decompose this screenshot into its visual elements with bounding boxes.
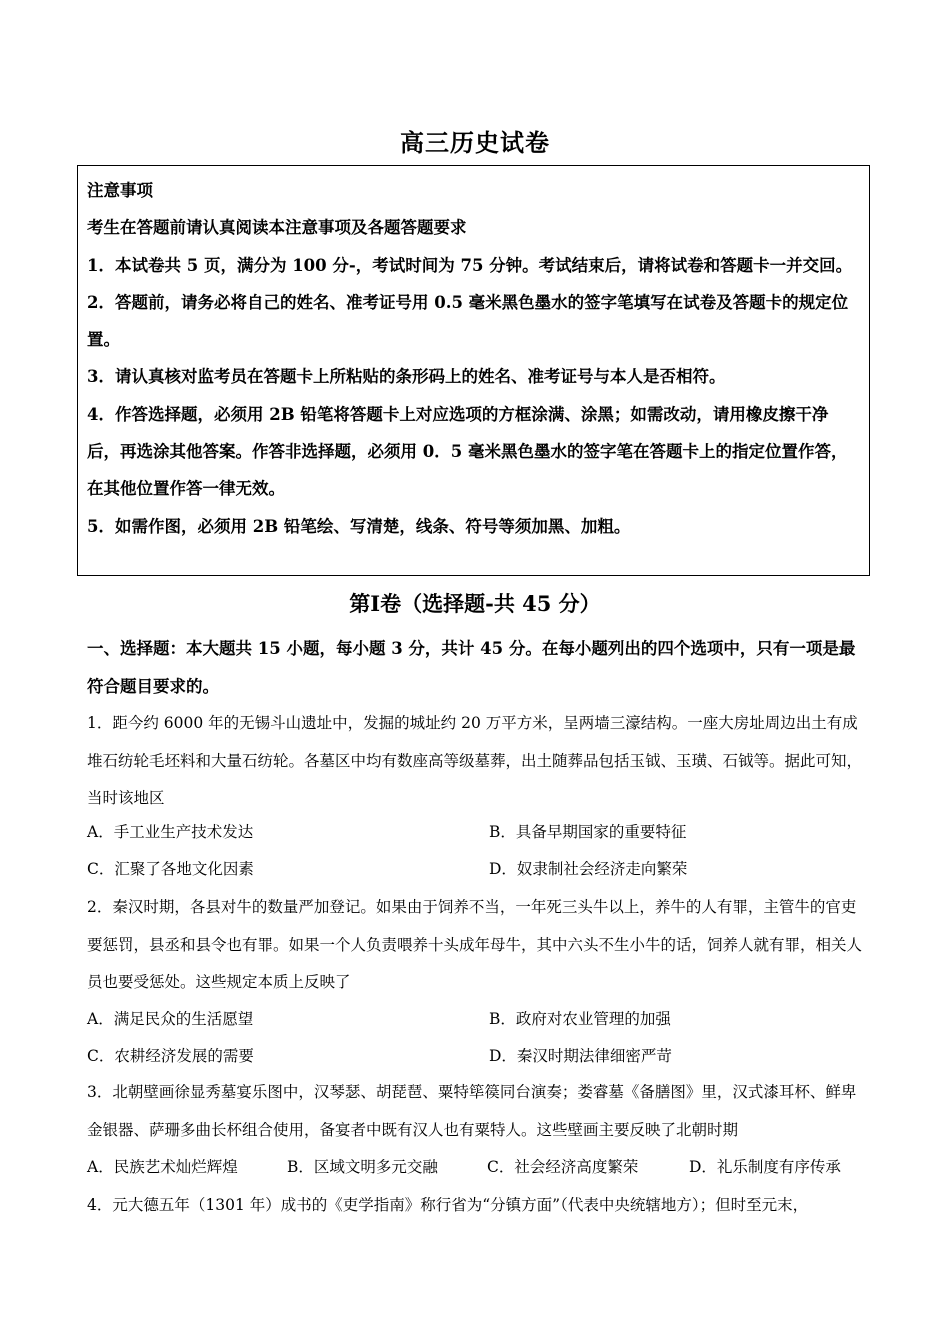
option: C．汇聚了各地文化因素 (87, 860, 254, 878)
option: A．满足民众的生活愿望 (87, 1010, 254, 1028)
option-row (87, 1038, 867, 1076)
option: D．奴隶制社会经济走向繁荣 (489, 860, 688, 878)
option: D．秦汉时期法律细密严苛 (489, 1047, 672, 1065)
option: A．民族艺术灿烂辉煌 (87, 1158, 238, 1176)
section-title: 第Ⅰ卷（选择题-共 45 分） (349, 591, 601, 616)
question-stem: 1．距今约 6000 年的无锡斗山遗址中，发掘的城址约 20 万平方米，呈两墙三濠结构。一座大房址周边出土有成堆石纺轮毛坯料和大量石纺轮。各墓区中均有数座高等级墓葬，出土随葬品包括玉钺、玉璜、石钺等。据此可知，当时该地区 (87, 714, 863, 807)
question-stem: 3．北朝壁画徐显秀墓宴乐图中，汉琴瑟、胡琵琶、粟特筚篌同台演奏；娄睿墓《备膳图》里，汉式漆耳杯、鲜卑金银器、萨珊多曲长杯组合使用，备宴者中既有汉人也有粟特人。这些壁画主要反映了北朝时期 (87, 1083, 857, 1139)
notice-item: 3．请认真核对监考员在答题卡上所粘贴的条形码上的姓名、准考证号与本人是否相符。 (87, 367, 726, 387)
option: C．社会经济高度繁荣 (487, 1158, 639, 1176)
part-title: 一、选择题：本大题共 15 小题，每小题 3 分，共计 45 分。在每小题列出的四个选项中，只有一项是最符合题目要求的。 (87, 639, 856, 696)
option: B．区域文明多元交融 (287, 1158, 438, 1176)
option-row (87, 851, 867, 889)
notice-intro: 考生在答题前请认真阅读本注意事项及各题答题要求 (87, 218, 467, 238)
notice-item: 5．如需作图，必须用 2B 铅笔绘、写清楚，线条、符号等须加黑、加粗。 (87, 516, 631, 536)
exam-title: 高三历史试卷 (400, 128, 550, 157)
notice-item: 2．答题前，请务必将自己的姓名、准考证号用 0.5 毫米黑色墨水的签字笔填写在试卷及答题卡的规定位置。 (87, 292, 849, 350)
option-row (87, 1001, 867, 1039)
notice-box (77, 165, 870, 576)
option: D．礼乐制度有序传承 (689, 1158, 841, 1176)
notice-heading: 注意事项 (87, 181, 153, 200)
option: B．政府对农业管理的加强 (489, 1010, 671, 1028)
option: B．具备早期国家的重要特征 (489, 823, 687, 841)
option-row (87, 1149, 867, 1187)
question-stem: 2．秦汉时期，各县对牛的数量严加登记。如果由于饲养不当，一年死三头牛以上，养牛的人有罪，主管牛的官吏要惩罚，县丞和县令也有罪。如果一个人负责喂养十头成年母牛，其中六头不生小牛的话，饲养人就有罪，相关人员也要受惩处。这些规定本质上反映了 (87, 898, 863, 991)
notice-item: 1．本试卷共 5 页，满分为 100 分-，考试时间为 75 分钟。考试结束后，请将试卷和答题卡一并交回。 (87, 255, 853, 275)
question-stem: 4．元大德五年（1301 年）成书的《吏学指南》称行省为“分镇方面”（代表中央统辖地方）；但时至元末， (87, 1196, 809, 1214)
option-row (87, 814, 867, 852)
option: A．手工业生产技术发达 (87, 823, 254, 841)
option: C．农耕经济发展的需要 (87, 1047, 254, 1065)
notice-item: 4．作答选择题，必须用 2B 铅笔将答题卡上对应选项的方框涂满、涂黑；如需改动，请用橡皮擦干净后，再选涂其他答案。作答非选择题，必须用 0．5 毫米黑色墨水的签字笔在答题卡上的指定位置作答，在其他位置作答一律无效。 (87, 404, 848, 499)
